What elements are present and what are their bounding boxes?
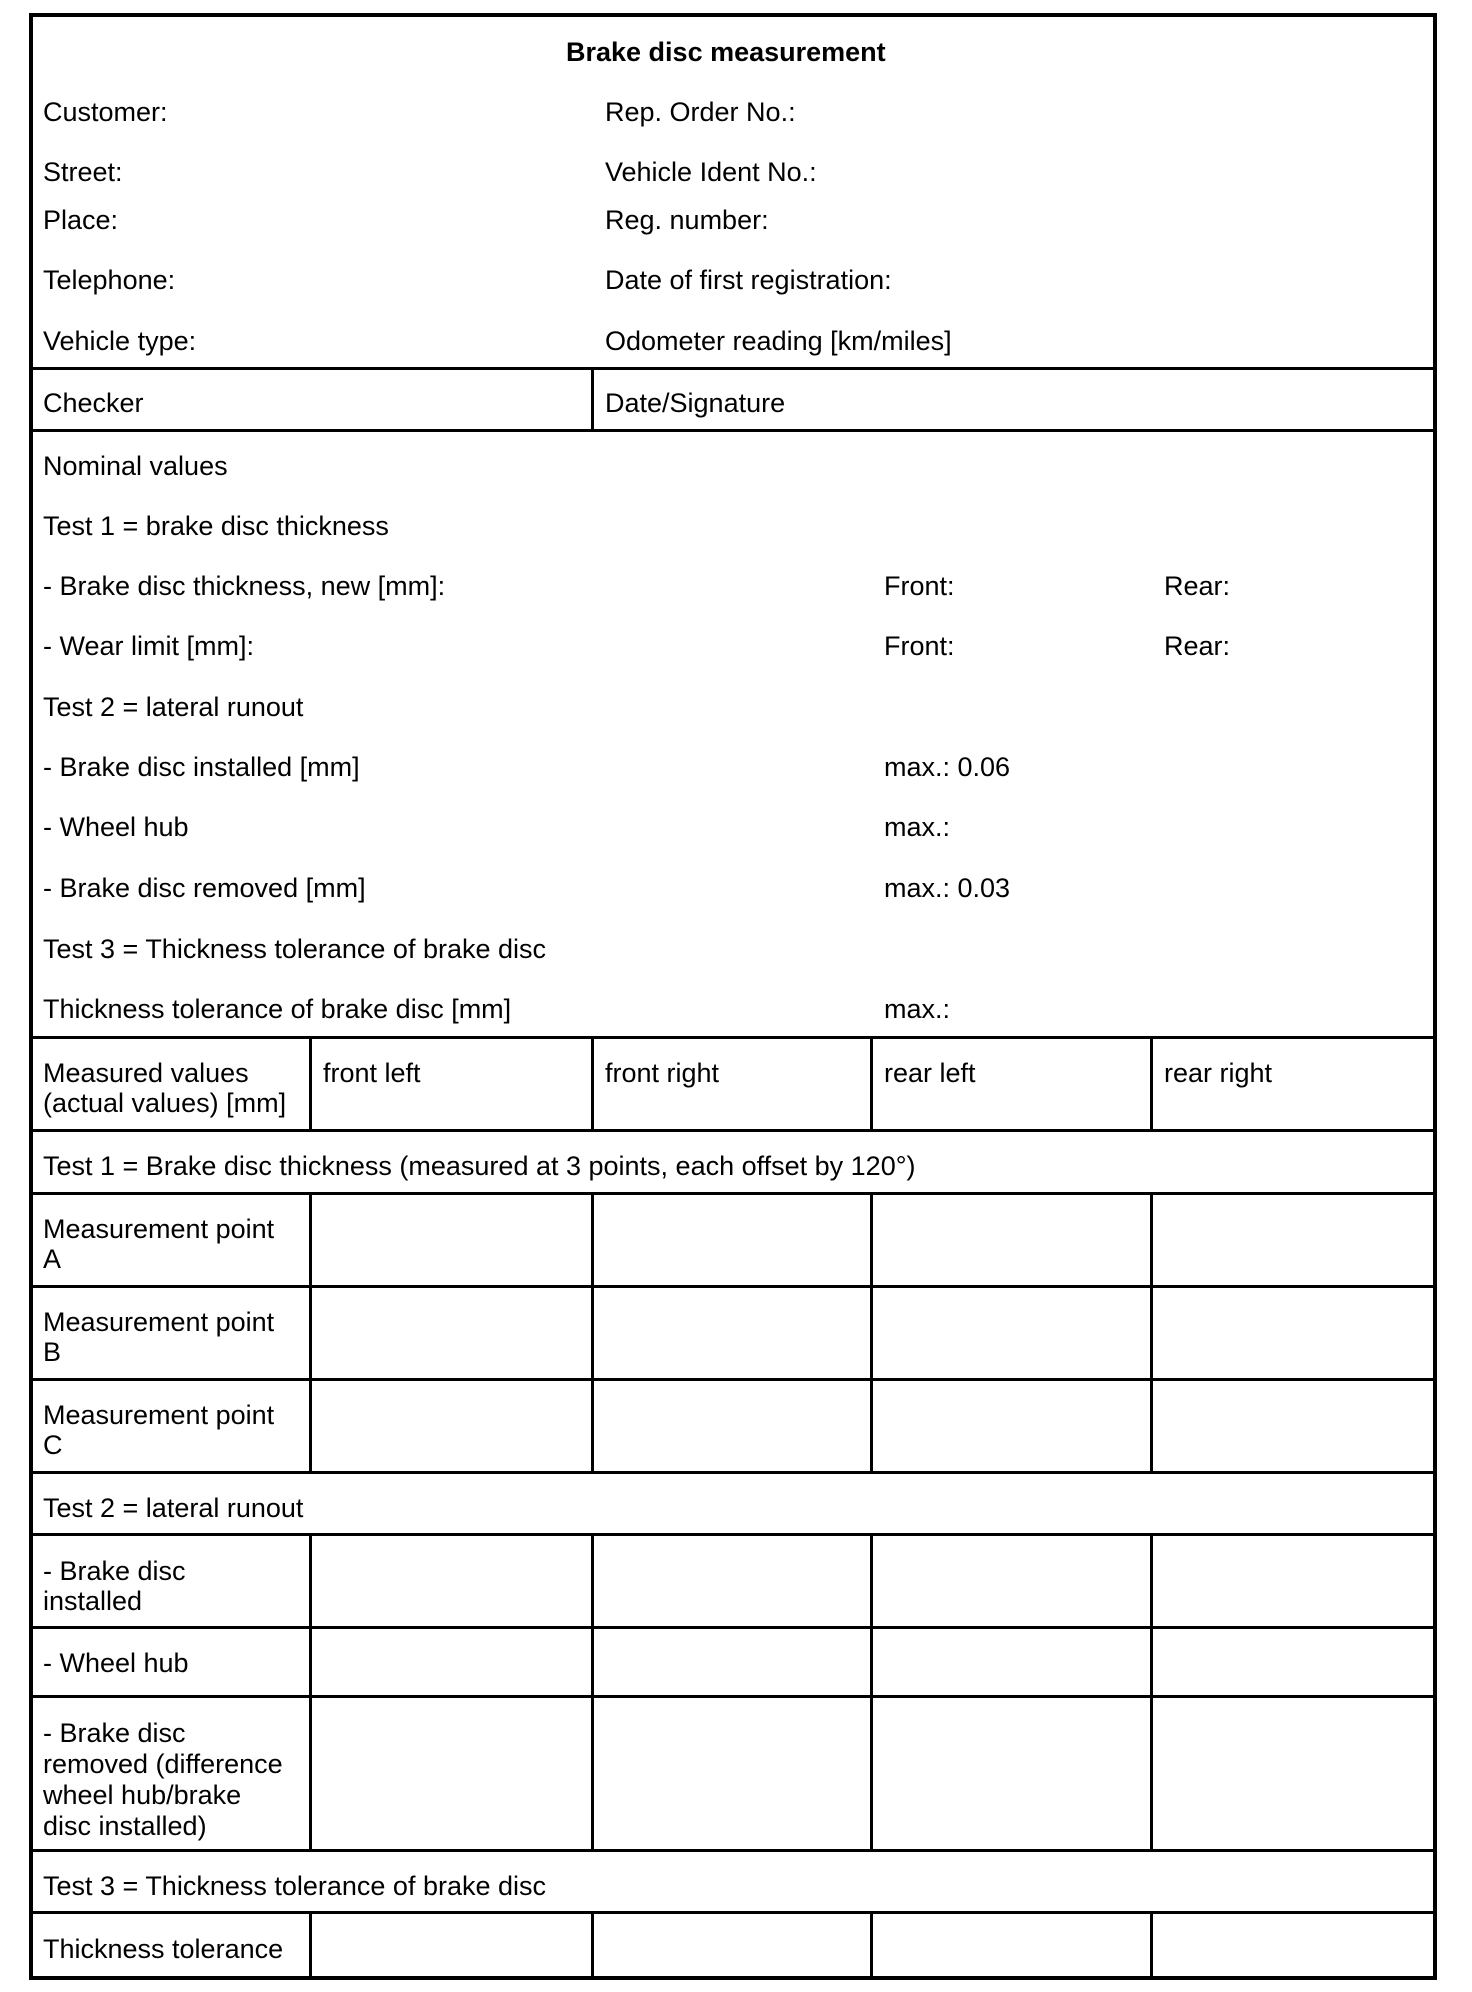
column-front-left: front left bbox=[323, 1058, 421, 1088]
nominal-test3-label: Test 3 = Thickness tolerance of brake disc bbox=[43, 934, 547, 964]
column-front-right: front right bbox=[605, 1058, 720, 1088]
divider bbox=[1150, 1533, 1153, 1851]
date-signature-label: Date/Signature bbox=[605, 388, 786, 418]
divider bbox=[309, 1911, 312, 1977]
divider bbox=[591, 1036, 594, 1131]
divider bbox=[29, 1129, 1437, 1132]
divider bbox=[29, 1849, 1437, 1852]
street-label: Street: bbox=[43, 157, 123, 187]
divider bbox=[591, 1911, 594, 1977]
installed-label-2: installed bbox=[43, 1586, 143, 1616]
point-c-letter: C bbox=[43, 1430, 63, 1460]
removed-label-3: wheel hub/brake bbox=[43, 1780, 242, 1810]
wheel-hub-max: max.: bbox=[884, 812, 951, 842]
measured-test1-heading: Test 1 = Brake disc thickness (measured at 3 points, each offset by 120°) bbox=[43, 1151, 916, 1181]
divider bbox=[29, 1285, 1437, 1288]
divider bbox=[870, 1192, 873, 1473]
rep-order-label: Rep. Order No.: bbox=[605, 97, 796, 127]
disc-installed-max: max.: 0.06 bbox=[884, 752, 1011, 782]
divider bbox=[29, 1471, 1437, 1474]
removed-label-4: disc installed) bbox=[43, 1811, 207, 1841]
reg-number-label: Reg. number: bbox=[605, 205, 769, 235]
wear-limit-rear: Rear: bbox=[1164, 631, 1231, 661]
divider bbox=[870, 1533, 873, 1851]
measured-test3-heading: Test 3 = Thickness tolerance of brake disc bbox=[43, 1871, 547, 1901]
point-b-label: Measurement point bbox=[43, 1307, 275, 1337]
thickness-tolerance-label: Thickness tolerance bbox=[43, 1934, 284, 1964]
divider bbox=[29, 367, 1437, 370]
place-label: Place: bbox=[43, 205, 119, 235]
measured-values-label: Measured values bbox=[43, 1058, 249, 1088]
measured-test2-heading: Test 2 = lateral runout bbox=[43, 1493, 304, 1523]
vehicle-ident-label: Vehicle Ident No.: bbox=[605, 157, 817, 187]
vehicle-type-label: Vehicle type: bbox=[43, 326, 197, 356]
thickness-new-rear: Rear: bbox=[1164, 571, 1231, 601]
disc-installed-label: - Brake disc installed [mm] bbox=[43, 752, 360, 782]
removed-label-1: - Brake disc bbox=[43, 1718, 186, 1748]
divider bbox=[1150, 1192, 1153, 1473]
customer-label: Customer: bbox=[43, 97, 168, 127]
wear-limit-label: - Wear limit [mm]: bbox=[43, 631, 254, 661]
divider bbox=[29, 1626, 1437, 1629]
nominal-test1-label: Test 1 = brake disc thickness bbox=[43, 511, 389, 541]
nominal-test2-label: Test 2 = lateral runout bbox=[43, 692, 304, 722]
divider bbox=[29, 1533, 1437, 1536]
column-rear-left: rear left bbox=[884, 1058, 976, 1088]
first-registration-label: Date of first registration: bbox=[605, 265, 892, 295]
point-b-letter: B bbox=[43, 1337, 62, 1367]
thickness-new-label: - Brake disc thickness, new [mm]: bbox=[43, 571, 446, 601]
point-a-label: Measurement point bbox=[43, 1214, 275, 1244]
telephone-label: Telephone: bbox=[43, 265, 176, 295]
wear-limit-front: Front: bbox=[884, 631, 955, 661]
divider bbox=[591, 1533, 594, 1851]
divider bbox=[29, 1036, 1437, 1039]
tolerance-max: max.: bbox=[884, 994, 951, 1024]
divider bbox=[591, 367, 594, 430]
installed-label: - Brake disc bbox=[43, 1556, 186, 1586]
divider bbox=[29, 429, 1437, 432]
divider bbox=[870, 1911, 873, 1977]
point-c-label: Measurement point bbox=[43, 1400, 275, 1430]
hub-label: - Wheel hub bbox=[43, 1648, 189, 1678]
odometer-label: Odometer reading [km/miles] bbox=[605, 326, 952, 356]
measured-values-sublabel: (actual values) [mm] bbox=[43, 1088, 287, 1118]
divider bbox=[29, 1378, 1437, 1381]
removed-label-2: removed (difference bbox=[43, 1749, 283, 1779]
tolerance-label: Thickness tolerance of brake disc [mm] bbox=[43, 994, 512, 1024]
divider bbox=[29, 1911, 1437, 1914]
thickness-new-front: Front: bbox=[884, 571, 955, 601]
divider bbox=[309, 1192, 312, 1473]
divider bbox=[309, 1036, 312, 1131]
point-a-letter: A bbox=[43, 1244, 62, 1274]
form-title: Brake disc measurement bbox=[566, 37, 886, 67]
wheel-hub-label: - Wheel hub bbox=[43, 812, 189, 842]
column-rear-right: rear right bbox=[1164, 1058, 1273, 1088]
divider bbox=[29, 1695, 1437, 1698]
nominal-values-heading: Nominal values bbox=[43, 451, 228, 481]
divider bbox=[309, 1533, 312, 1851]
divider bbox=[591, 1192, 594, 1473]
disc-removed-max: max.: 0.03 bbox=[884, 873, 1011, 903]
disc-removed-label: - Brake disc removed [mm] bbox=[43, 873, 366, 903]
divider bbox=[1150, 1911, 1153, 1977]
divider bbox=[1150, 1036, 1153, 1131]
divider bbox=[29, 1192, 1437, 1195]
checker-label: Checker bbox=[43, 388, 144, 418]
divider bbox=[870, 1036, 873, 1131]
